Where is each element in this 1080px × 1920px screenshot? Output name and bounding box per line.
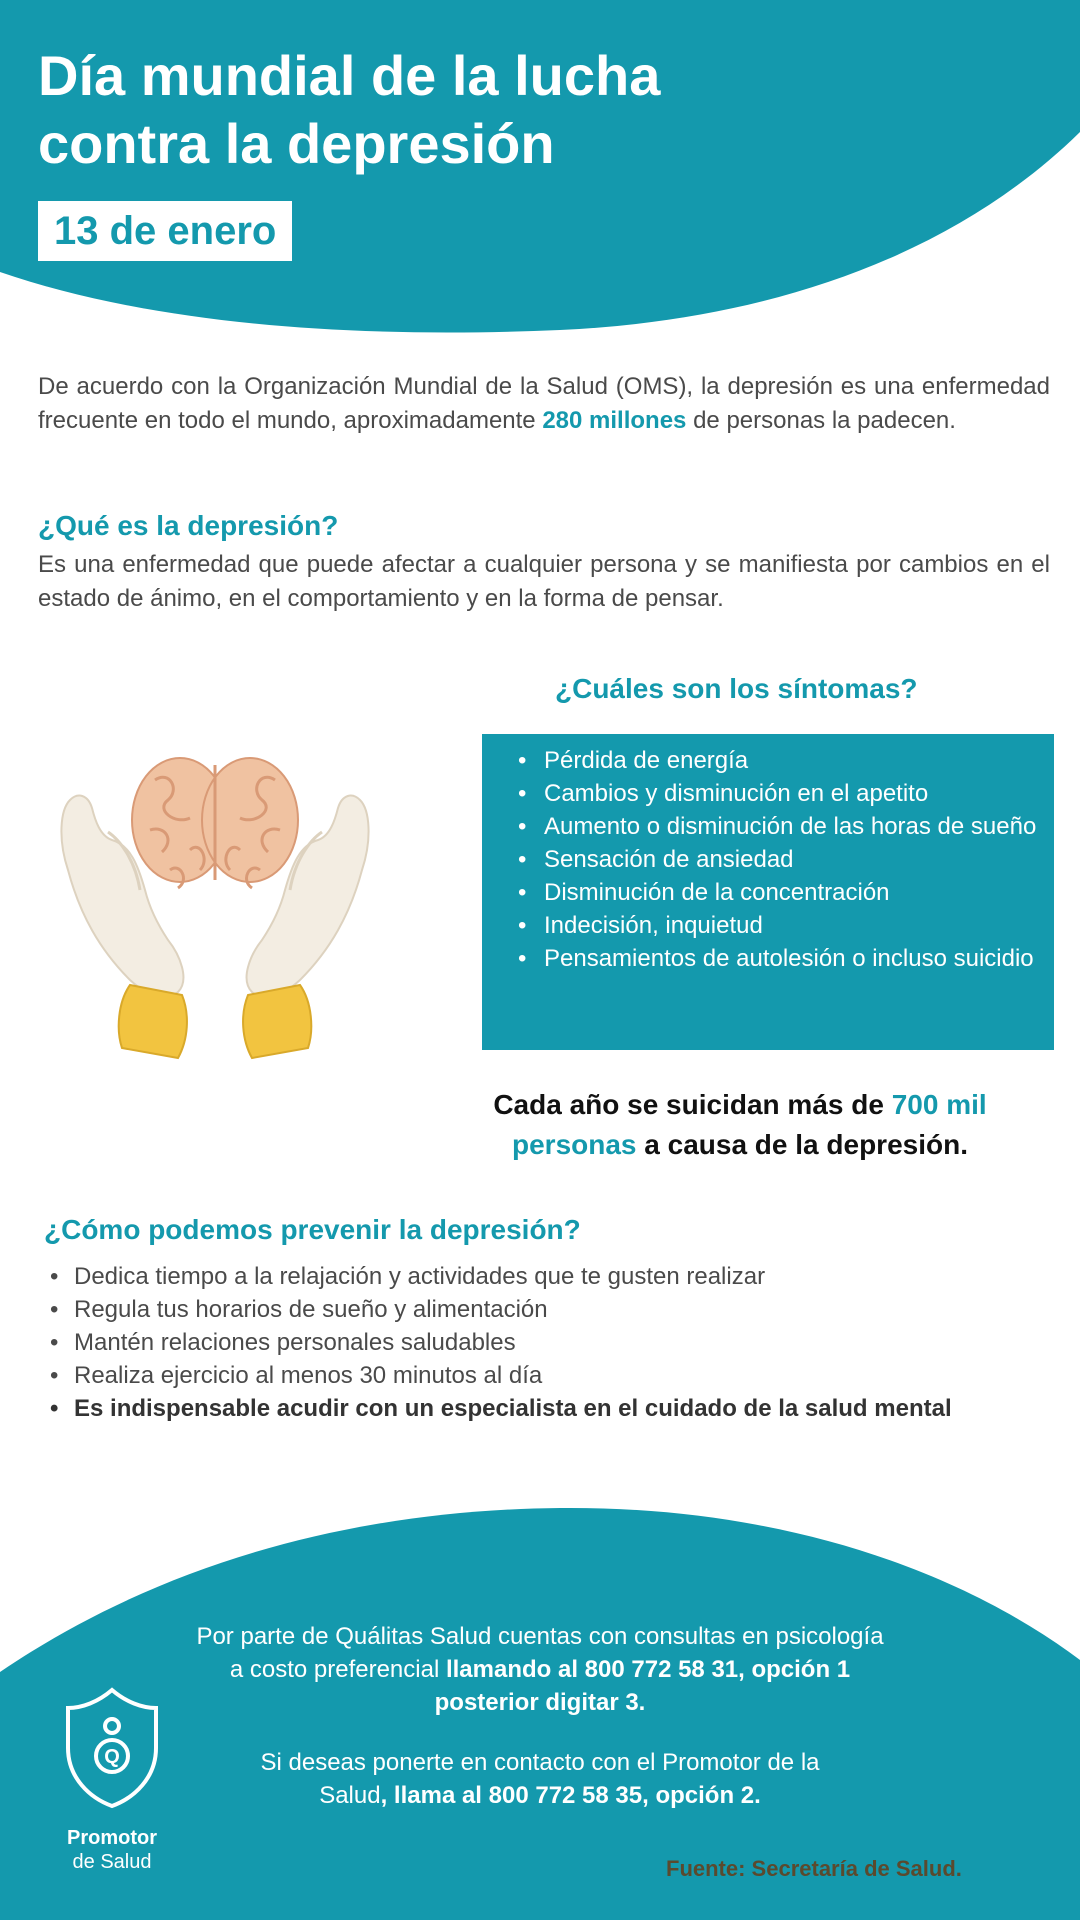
prevention-heading: ¿Cómo podemos prevenir la depresión? [44,1214,581,1245]
stat-text-before: Cada año se suicidan más de [493,1089,892,1120]
promotor-subtitle: de Salud [72,1851,152,1873]
page-title [38,42,938,178]
stat-text-after: a causa de la depresión. [636,1129,968,1160]
prevention-item: • Regula tus horarios de sueño y alimentación [44,1293,1046,1326]
consult-info [130,1620,950,1719]
intro-highlight: 280 millones [542,407,687,434]
symptom-item: • Aumento o disminución de las horas de sueño [510,810,1040,843]
intro-paragraph [38,370,1050,438]
prevention-item: • Mantén relaciones personales saludables [44,1326,1046,1359]
intro-text-after: de personas la padecen. [686,407,956,434]
promotor-title: Promotor [67,1827,157,1849]
page-title-line1: Día mundial de la lucha [38,44,661,107]
intro-text-before: De acuerdo con la Organización Mundial de la Salud (OMS), la depresión es una enfermedad frecuente en todo el mundo, aproximadamente [38,373,1050,434]
symptom-item: • Indecisión, inquietud [510,909,1040,942]
symptom-item: • Sensación de ansiedad [510,843,1040,876]
prevention-list [44,1260,1046,1425]
contact-info [130,1746,950,1812]
symptoms-box [482,734,1054,1050]
contact-phone: , llama al 800 772 58 35, opción 2. [380,1782,761,1809]
contact-line2-plain: Salud [319,1782,381,1809]
contact-line1: Si deseas ponerte en contacto con el Promotor de la [260,1749,820,1776]
prevention-item: • Dedica tiempo a la relajación y actividades que te gusten realizar [44,1260,1046,1293]
symptom-item: • Pensamientos de autolesión o incluso suicidio [510,942,1040,975]
consult-line1: Por parte de Quálitas Salud cuentas con consultas en psicología [196,1623,884,1650]
suicide-statistic [470,1085,1010,1165]
hands-holding-brain-illustration [50,740,380,1080]
prevention-important-item: • Es indispensable acudir con un especialista en el cuidado de la salud mental [44,1392,1046,1425]
promotor-label [30,1826,194,1874]
stat-highlight: 700 mil personas [512,1089,987,1160]
logo-letter: Q [104,1746,120,1768]
date-badge: 13 de enero [38,201,292,261]
symptoms-heading: ¿Cuáles son los síntomas? [555,673,918,704]
what-is-heading: ¿Qué es la depresión? [38,510,339,541]
symptoms-list [510,744,1040,975]
prevention-item: • Realiza ejercicio al menos 30 minutos al día [44,1359,1046,1392]
what-is-text: Es una enfermedad que puede afectar a cualquier persona y se manifiesta por cambios en el estado de ánimo, en el comportamiento y en la forma de pensar. [38,551,1050,612]
symptom-item: • Disminución de la concentración [510,876,1040,909]
page-title-line2: contra la depresión [38,112,555,175]
consult-phone: llamando al 800 772 58 31, opción 1 [445,1656,851,1683]
consult-line2-plain: a costo preferencial [229,1656,446,1683]
symptom-item: • Cambios y disminución en el apetito [510,777,1040,810]
source-note: Fuente: Secretaría de Salud. [666,1856,962,1881]
promotor-shield-logo-icon [62,1686,162,1810]
symptom-item: • Pérdida de energía [510,744,1040,777]
consult-line3: posterior digitar 3. [434,1689,646,1716]
